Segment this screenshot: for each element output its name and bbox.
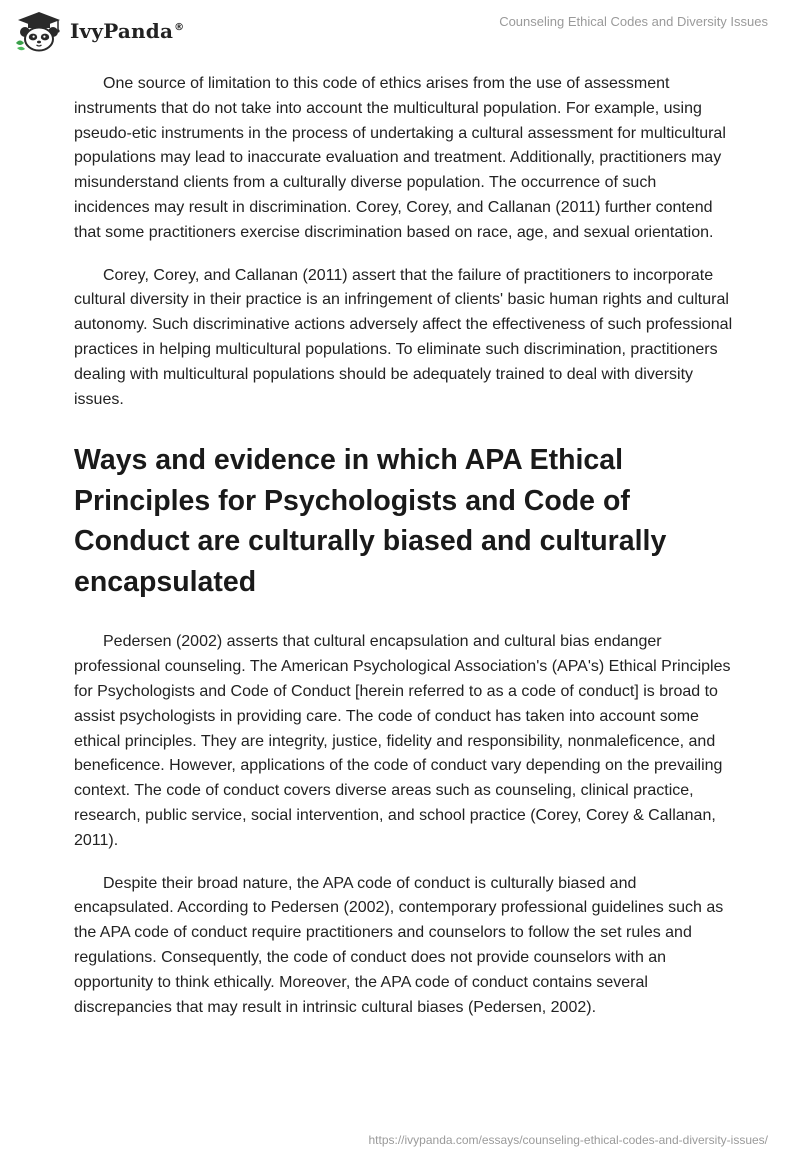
brand-name: IvyPanda® bbox=[70, 19, 185, 43]
registered-mark: ® bbox=[174, 22, 185, 34]
paragraph: Corey, Corey, and Callanan (2011) assert that the failure of practitioners to incorporate cultural diversity in their practice is an infringement of clients' basic human rights and cultural autonomy. Such discriminative actions adversely affect the effectiveness of such professional practices in helping multicultural populations. To eliminate such discrimination, practitioners dealing with multicultural populations should be adequately trained to deal with diversity issues. bbox=[74, 266, 733, 408]
section-heading: Ways and evidence in which APA Ethical Principles for Psychologists and Code of Conduct are culturally biased and culturally encapsulated bbox=[74, 444, 667, 598]
page-header bbox=[0, 0, 800, 62]
paragraph: Pedersen (2002) asserts that cultural encapsulation and cultural bias endanger professional counseling. The American Psychological Association's (APA's) Ethical Principles for Psychologists and Code of Conduct [herein referred to as a code of conduct] is broad to assist psychologists in providing care. The code of conduct has taken into account some ethical principles. They are integrity, justice, fidelity and responsibility, nonmaleficence, and beneficence. However, applications of the code of conduct vary depending on the prevailing context. The code of conduct covers diverse areas such as counseling, clinical practice, research, public service, social intervention, and school practice (Corey, Corey & Callanan, 2011). bbox=[74, 633, 731, 849]
essay-content bbox=[74, 72, 734, 1038]
source-url[interactable]: https://ivypanda.com/essays/counseling-ethical-codes-and-diversity-issues/ bbox=[368, 1133, 768, 1147]
document-title: Counseling Ethical Codes and Diversity Issues bbox=[499, 14, 768, 29]
paragraph: Despite their broad nature, the APA code of conduct is culturally biased and encapsulated. According to Pedersen (2002), contemporary professional guidelines such as the APA code of conduct require practitioners and counselors to follow the set rules and regulations. Consequently, the code of conduct does not provide counselors with an opportunity to think ethically. Moreover, the APA code of conduct contains several discrepancies that may result in intrinsic cultural biases (Pedersen, 2002). bbox=[74, 874, 724, 1016]
panda-graduation-cap-icon bbox=[14, 10, 64, 52]
brand-logo[interactable] bbox=[14, 10, 184, 52]
paragraph: One source of limitation to this code of ethics arises from the use of assessment instruments that do not take into account the multicultural population. For example, using pseudo-etic instruments in the process of undertaking a cultural assessment for multicultural populations may lead to inaccurate evaluation and treatment. Additionally, practitioners may misunderstand clients from a culturally diverse population. The occurrence of such incidences may result in discrimination. Corey, Corey, and Callanan (2011) further contend that some practitioners exercise discrimination based on race, age, and sexual orientation. bbox=[74, 75, 726, 241]
